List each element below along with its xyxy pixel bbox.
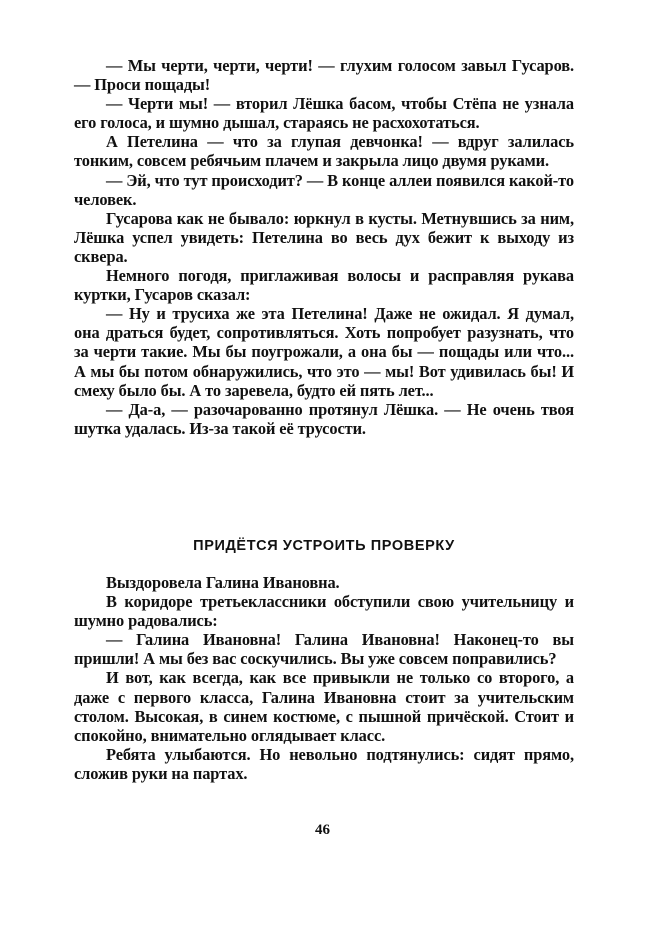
- chapter-title: ПРИДЁТСЯ УСТРОИТЬ ПРОВЕРКУ: [193, 538, 455, 554]
- page-number: 46: [315, 822, 330, 838]
- paragraph: — Эй, что тут происходит? — В конце аллеи появился какой-то человек.: [74, 170, 574, 209]
- paragraph: — Да-а, — разочарованно протянул Лёшка. — Не очень твоя шутка удалась. Из-за такой её трусости.: [74, 399, 574, 438]
- paragraph: — Черти мы! — вторил Лёшка басом, чтобы Стёпа не узнала его голоса, и шумно дышал, стараясь не расхохотаться.: [74, 94, 574, 133]
- paragraph: Выздоровела Галина Ивановна.: [106, 573, 340, 592]
- paragraph: Немного погодя, приглаживая волосы и расправляя рукава куртки, Гусаров сказал:: [74, 266, 574, 305]
- paragraph: — Галина Ивановна! Галина Ивановна! Наконец-то вы пришли! А мы без вас соскучились. Вы уже совсем поправились?: [74, 630, 574, 669]
- chapter-text: [74, 573, 574, 783]
- paragraph: А Петелина — что за глупая девчонка! — вдруг залилась тонким, совсем ребячьим плачем и закрыла лицо двумя руками.: [74, 132, 574, 171]
- paragraph: И вот, как всегда, как все привыкли не только со второго, а даже с первого класса, Галина Ивановна стоит за учительским столом. Высокая, в синем костюме, с пышной причёской. Стоит и спокойно, внимательно оглядывает класс.: [74, 668, 574, 745]
- paragraph: В коридоре третьеклассники обступили свою учительницу и шумно радовались:: [74, 592, 574, 631]
- paragraph: — Мы черти, черти, черти! — глухим голосом завыл Гусаров. — Проси пощады!: [74, 56, 574, 95]
- story-text-part-1: [74, 56, 574, 438]
- paragraph: Гусарова как не бывало: юркнул в кусты. Метнувшись за ним, Лёшка успел увидеть: Петелина во весь дух бежит к выходу из сквера.: [74, 208, 574, 266]
- paragraph: — Ну и трусиха же эта Петелина! Даже не ожидал. Я думал, она драться будет, сопротивляться. Хоть попробует разузнать, что за черти такие. Мы бы поугрожали, а она бы — пощады или что... А мы бы потом обнаружились, что это — мы! Вот удивилась бы! И смеху было бы. А то заревела, будто ей пять лет...: [74, 304, 574, 400]
- paragraph: Ребята улыбаются. Но невольно подтянулись: сидят прямо, сложив руки на партах.: [74, 744, 574, 783]
